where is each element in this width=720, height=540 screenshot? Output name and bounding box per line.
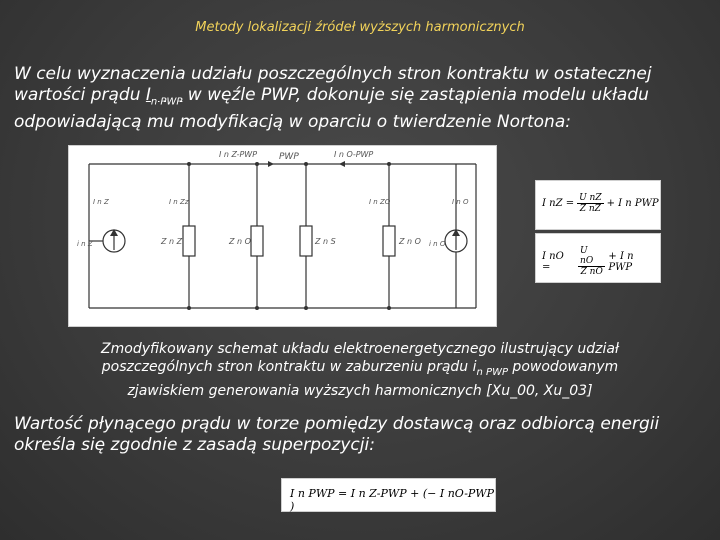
equation-superposition [281,478,496,512]
intro-paragraph [14,64,714,133]
caption-line-2: poszczególnych stron kontraktu w zaburzeniu prądu $i_{n PWP}$ powodowanym [101,359,619,378]
impedance-zno-right-icon [383,226,395,256]
intro-text-after: w węźle PWP, dokonuje się zastąpienia modelu układu odpowiadającą mu modyfikacją w oparciu o twierdzenie Nortona: [14,85,649,133]
circuit-diagram [68,145,497,327]
impedance-zno-left-icon [251,226,263,256]
label-source-left: i n Z [77,240,93,248]
slide-title: Metody lokalizacji źródeł wyższych harmonicznych [195,20,525,35]
eq1-fraction [577,193,604,214]
eq2-rhs: + I n PWP [608,250,634,273]
eq2-numerator: U nO [578,246,605,267]
impedance-znz-icon [183,226,195,256]
label-zno-left: Z n O [229,237,251,246]
eq1-rhs: + I n PWP [606,198,659,209]
label-ino: I n O [452,198,469,206]
label-in-o-pwp: I n O-PWP [334,150,374,159]
circuit-schematic [69,146,496,326]
equation-inz [535,180,661,230]
label-source-right: i n O [429,240,446,248]
eq2-fraction [578,246,605,277]
label-zns: Z n S [315,237,336,246]
figure-caption [40,340,680,400]
eq1-lhs: I nZ = [542,198,575,209]
label-znz: Z n Z [161,237,183,246]
caption-line-1: Zmodyfikowany schemat układu elektroenergetycznego ilustrujący udział [101,341,619,357]
eq3-text: I n PWP = I n Z-PWP + (− I nO-PWP ) [290,487,495,513]
label-inz: I n Z [93,198,109,206]
equation-ino [535,233,661,283]
intro-current-var: $I_{n PWP}$ [145,85,183,108]
intro-text-before: W celu wyznaczenia udziału poszczególnych stron kontraktu w ostatecznej wartości prądu [14,64,652,105]
caption-line-3: zjawiskiem generowania wyższych harmonicznych [Xu_00, Xu_03] [127,382,593,399]
eq1-denominator: Z nZ [579,204,601,214]
label-pwp-node: PWP [279,152,299,162]
label-izo: I n ZO [369,198,391,206]
eq2-denominator: Z nO [580,267,603,277]
label-izz: I n Zz [169,198,189,206]
eq2-lhs: I nO = [542,250,564,273]
label-in-z-pwp: I n Z-PWP [219,150,258,159]
label-zno-right: Z n O [399,237,421,246]
eq1-numerator: U nZ [579,193,602,203]
impedance-zns-icon [300,226,312,256]
conclusion-paragraph: Wartość płynącego prądu w torze pomiędzy dostawcą oraz odbiorcą energii określa się zgodnie z zasadą superpozycji: [14,414,660,455]
